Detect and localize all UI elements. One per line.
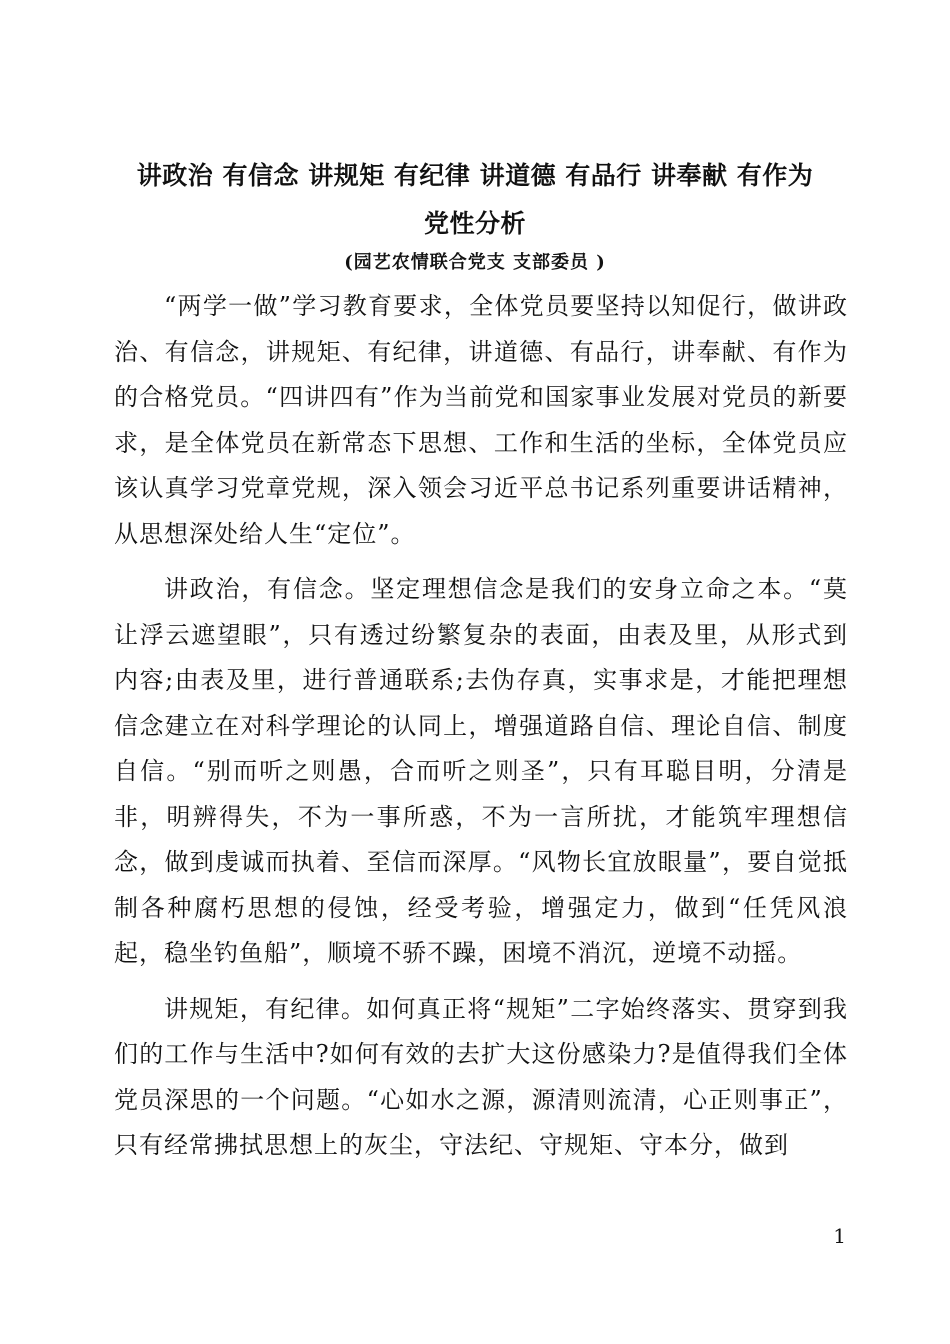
paragraph-intro: “两学一做”学习教育要求，全体党员要坚持以知促行，做讲政治、有信念，讲规矩、有纪律，讲道德、有品行，讲奉献、有作为的合格党员。“四讲四有”作为当前党和国家事业发展对党员的新要求，是全体党员在新常态下思想、工作和生活的坐标，全体党员应该认真学习党章党规，深入领会习近平总书记系列重要讲话精神，从思想深处给人生“定位”。 (114, 292, 848, 548)
document-title-line-2: 党性分析 (423, 209, 526, 238)
paragraph-politics-faith: 讲政治，有信念。坚定理想信念是我们的安身立命之本。“莫让浮云遮望眼”，只有透过纷繁复杂的表面，由表及里，从形式到内容;由表及里，进行普通联系;去伪存真，实事求是，才能把理想信念建立在对科学理论的认同上，增强道路自信、理论自信、制度自信。“别而听之则愚，合而听之则圣”，只有耳聪目明，分清是非，明辨得失，不为一事所惑，不为一言所扰，才能筑牢理想信念，做到虔诚而执着、至信而深厚。“风物长宜放眼量”，要自觉抵制各种腐朽思想的侵蚀，经受考验，增强定力，做到“任凭风浪起，稳坐钓鱼船”，顺境不骄不躁，困境不消沉，逆境不动摇。 (114, 575, 848, 967)
document-title-line-1: 讲政治 有信念 讲规矩 有纪律 讲道德 有品行 讲奉献 有作为 (136, 161, 814, 190)
page-number: 1 (833, 1224, 846, 1248)
document-subtitle: (园艺农情联合党支 支部委员 ) (344, 252, 606, 273)
document-body (114, 284, 848, 1169)
paragraph-rules-discipline: 讲规矩，有纪律。如何真正将“规矩”二字始终落实、贯穿到我们的工作与生活中?如何有效的去扩大这份感染力?是值得我们全体党员深思的一个问题。“心如水之源，源清则流清，心正则事正”，只有经常拂拭思想上的灰尘，守法纪、守规矩、守本分，做到 (114, 994, 848, 1159)
